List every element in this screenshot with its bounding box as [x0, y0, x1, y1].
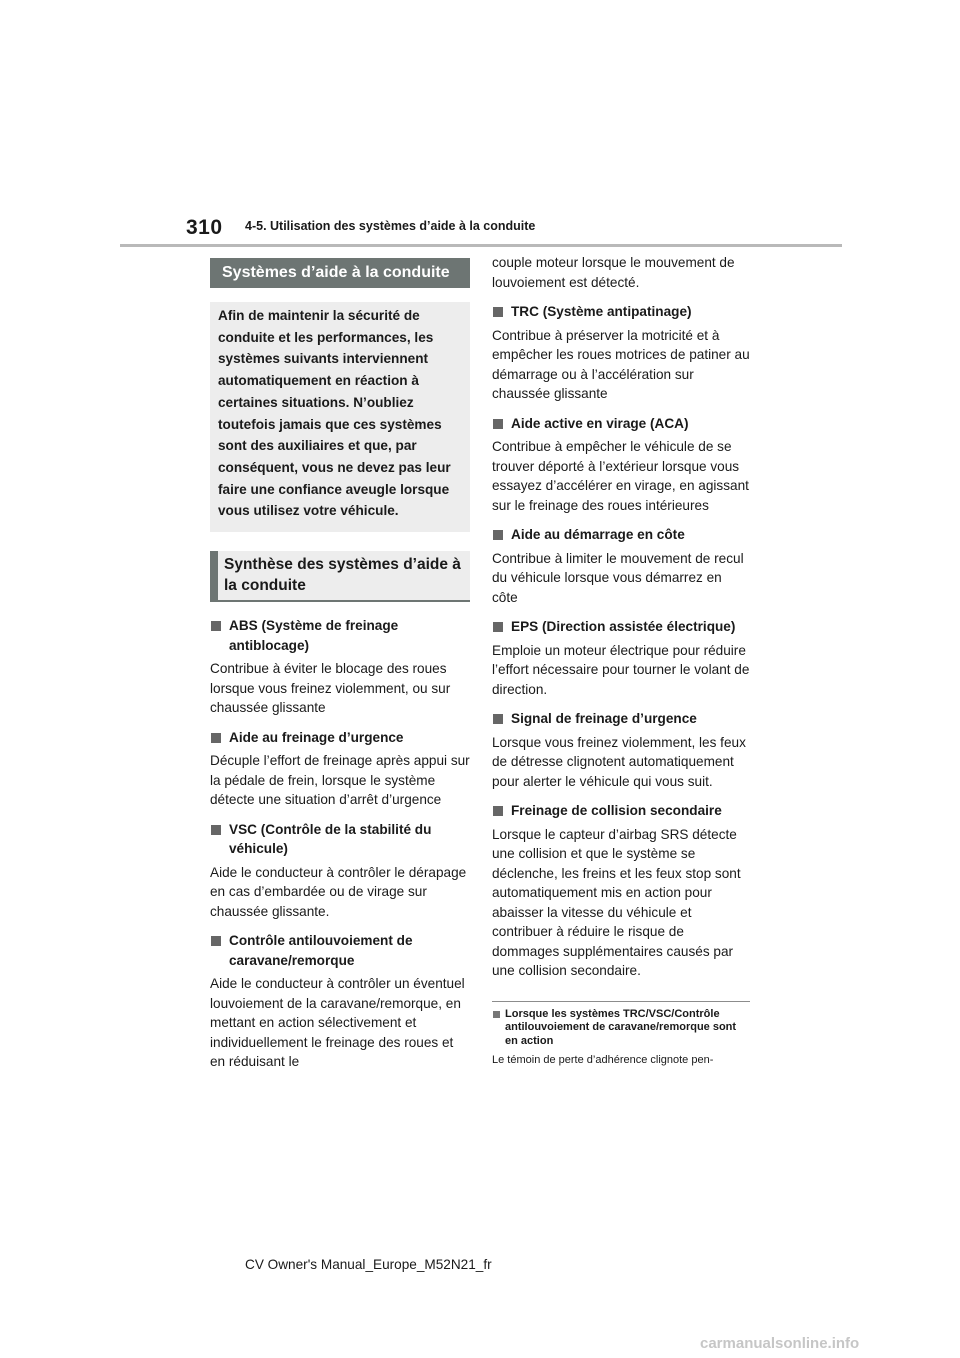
- item-body-aca: Contribue à empêcher le véhicule de se trouver déporté à l’extérieur lorsque vous essayez d’accélérer en virage, en agissant sur le freinage des roues intérieures: [492, 439, 749, 513]
- section-title: Systèmes d’aide à la conduite: [210, 258, 470, 288]
- item-heading-trc: TRC (Système antipatinage): [492, 302, 750, 322]
- square-bullet-icon: [493, 419, 503, 429]
- square-bullet-icon: [211, 621, 221, 631]
- note-divider: [492, 1001, 750, 1002]
- square-bullet-icon: [493, 307, 503, 317]
- item-heading-aca: Aide active en virage (ACA): [492, 414, 750, 434]
- synthesis-heading: Synthèse des systèmes d’aide à la conduite: [210, 551, 470, 602]
- item-heading-emergency-brake-assist: Aide au freinage d’urgence: [210, 728, 470, 748]
- item-heading-vsc: VSC (Contrôle de la stabilité du véhicule): [210, 820, 470, 859]
- square-bullet-icon: [493, 1011, 500, 1018]
- square-bullet-icon: [211, 936, 221, 946]
- item-heading-trailer-sway: Contrôle antilouvoiement de caravane/remorque: [210, 931, 470, 970]
- square-bullet-icon: [211, 825, 221, 835]
- item-heading-abs: ABS (Système de freinage antiblocage): [210, 616, 470, 655]
- item-body-emergency-brake-assist: Décuple l’effort de freinage après appui sur la pédale de frein, lorsque le système détecte une situation d’arrêt d’urgence: [210, 753, 470, 808]
- item-body-trailer-sway: Aide le conducteur à contrôler un éventuel louvoiement de la caravane/remorque, en mettant en action sélectivement et individuellement le freinage des roues et en réduisant le: [210, 976, 465, 1070]
- note-body: Le témoin de perte d’adhérence clignote pen-: [492, 1054, 714, 1066]
- continued-text: couple moteur lorsque le mouvement de louvoiement est détecté.: [492, 255, 735, 290]
- square-bullet-icon: [493, 530, 503, 540]
- item-heading-eps: EPS (Direction assistée électrique): [492, 617, 750, 637]
- header-divider: [120, 244, 842, 247]
- item-body-eps: Emploie un moteur électrique pour réduire l’effort nécessaire pour tourner le volant de direction.: [492, 642, 750, 697]
- item-body-secondary-collision: Lorsque le capteur d’airbag SRS détecte une collision et que le système se déclenche, les freins et les feux stop sont automatiquement mis en action pour abaisser la vitesse du véhicule et contribuer à réduire le risque de dommages supplémentaires causés par une collision secondaire.: [492, 826, 741, 978]
- square-bullet-icon: [493, 806, 503, 816]
- square-bullet-icon: [493, 622, 503, 632]
- left-column: [210, 258, 470, 1072]
- footer-text: CV Owner's Manual_Europe_M52N21_fr: [245, 1257, 492, 1272]
- item-body-vsc: Aide le conducteur à contrôler le dérapage en cas d’embardée ou de virage sur chaussée glissante.: [210, 864, 467, 919]
- intro-text: Afin de maintenir la sécurité de conduite et les performances, les systèmes suivants interviennent automatiquement en réaction à certaines situations. N’oubliez toutefois jamais que ces systèmes sont des auxiliaires et que, par conséquent, vous ne devez pas leur faire une confiance aveugle lorsque vous utilisez votre véhicule.: [210, 302, 470, 532]
- page-number: 310: [186, 216, 223, 239]
- item-body-abs: Contribue à éviter le blocage des roues lorsque vous freinez violemment, ou sur chaussée glissante: [210, 661, 451, 716]
- item-body-emergency-signal: Lorsque vous freinez violemment, les feux de détresse clignotent automatiquement pour alerter le véhicule qui vous suit.: [492, 734, 746, 789]
- item-body-trc: Contribue à préserver la motricité et à empêcher les roues motrices de patiner au démarrage ou à l’accélération sur chaussée glissante: [492, 327, 750, 401]
- square-bullet-icon: [493, 714, 503, 724]
- item-heading-secondary-collision: Freinage de collision secondaire: [492, 801, 750, 821]
- chapter-title: 4-5. Utilisation des systèmes d’aide à la conduite: [245, 219, 536, 233]
- right-column: [492, 253, 750, 1067]
- item-body-hill-start: Contribue à limiter le mouvement de recul du véhicule lorsque vous démarrez en côte: [492, 550, 744, 605]
- item-heading-emergency-signal: Signal de freinage d’urgence: [492, 709, 750, 729]
- watermark: carmanualsonline.info: [700, 1335, 860, 1352]
- item-heading-hill-start: Aide au démarrage en côte: [492, 525, 750, 545]
- note-heading: Lorsque les systèmes TRC/VSC/Contrôle antilouvoiement de caravane/remorque sont en action: [492, 1008, 750, 1049]
- square-bullet-icon: [211, 733, 221, 743]
